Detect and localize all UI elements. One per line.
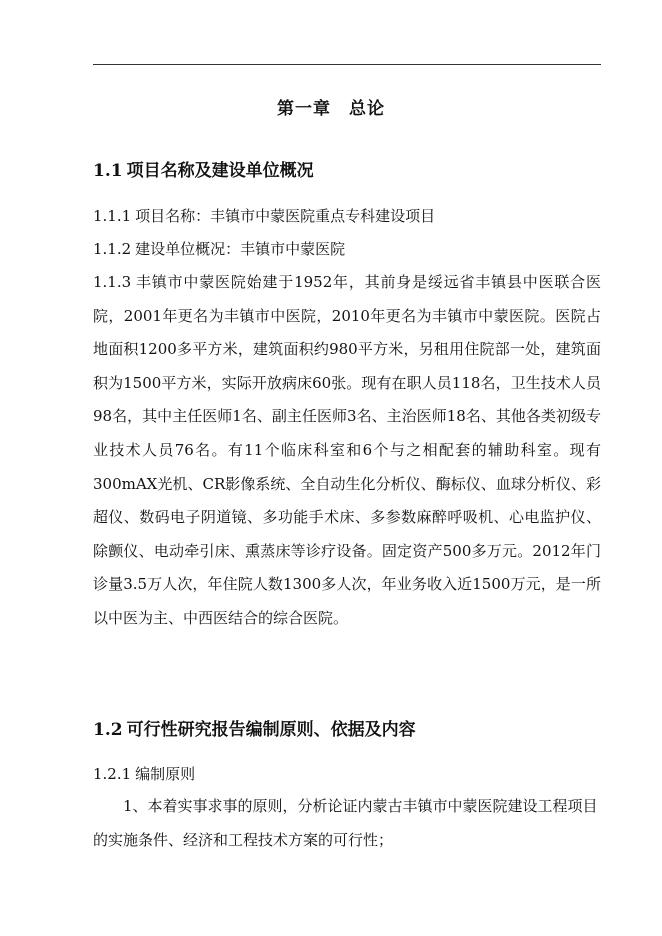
item-number: 1.1.3 (93, 273, 132, 291)
item-number: 1.1.1 (93, 207, 132, 225)
section-heading-1-2 (93, 715, 416, 740)
item-1-1-3-paragraph (93, 266, 601, 636)
item-text: 编制原则 (135, 765, 196, 783)
item-text: 项目名称：丰镇市中蒙医院重点专科建设项目 (135, 207, 436, 225)
header-rule (93, 64, 601, 65)
item-number: 1.1.2 (93, 240, 132, 258)
paragraph-text: 丰镇市中蒙医院始建于1952年，其前身是绥远省丰镇县中医联合医院，2001年更名为丰镇市中医院，2010年更名为丰镇市中蒙医院。医院占地面积1200多平方米，建筑面积约980平方米，另租用住院部一处，建筑面积为1500平方米，实际开放病床60张。现有在职人员118名，卫生技术人员98名，其中主任医师1名、副主任医师3名、主治医师18名、其他各类初级专业技术人员76名。有11个临床科室和6个与之相配套的辅助科室。现有300mAX光机、CR影像系统、全自动生化分析仪、酶标仪、血球分析仪、彩超仪、数码电子阴道镜、多功能手术床、多参数麻醉呼吸机、心电监护仪、除颤仪、电动牵引床、熏蒸床等诊疗设备。固定资产500多万元。2012年门诊量3.5万人次，年住院人数1300多人次，年业务收入近1500万元，是一所以中医为主、中西医结合的综合医院。 (93, 273, 601, 627)
section-number: 1.1 (93, 161, 123, 181)
chapter-title: 第一章 总论 (277, 99, 385, 119)
section-heading-1-1 (93, 156, 314, 181)
principle-1-paragraph: 1、本着实事求事的原则，分析论证内蒙古丰镇市中蒙医院建设工程项目的实施条件、经济和工程技术方案的可行性； (93, 797, 598, 849)
section-title: 可行性研究报告编制原则、依据及内容 (126, 720, 416, 740)
item-number: 1.2.1 (93, 765, 132, 783)
section-number: 1.2 (93, 720, 123, 740)
item-1-2-1 (93, 763, 195, 784)
item-text: 建设单位概况：丰镇市中蒙医院 (135, 240, 346, 258)
item-1-1-2 (93, 238, 345, 259)
item-1-1-1 (93, 205, 435, 226)
section-title: 项目名称及建设单位概况 (126, 161, 314, 181)
